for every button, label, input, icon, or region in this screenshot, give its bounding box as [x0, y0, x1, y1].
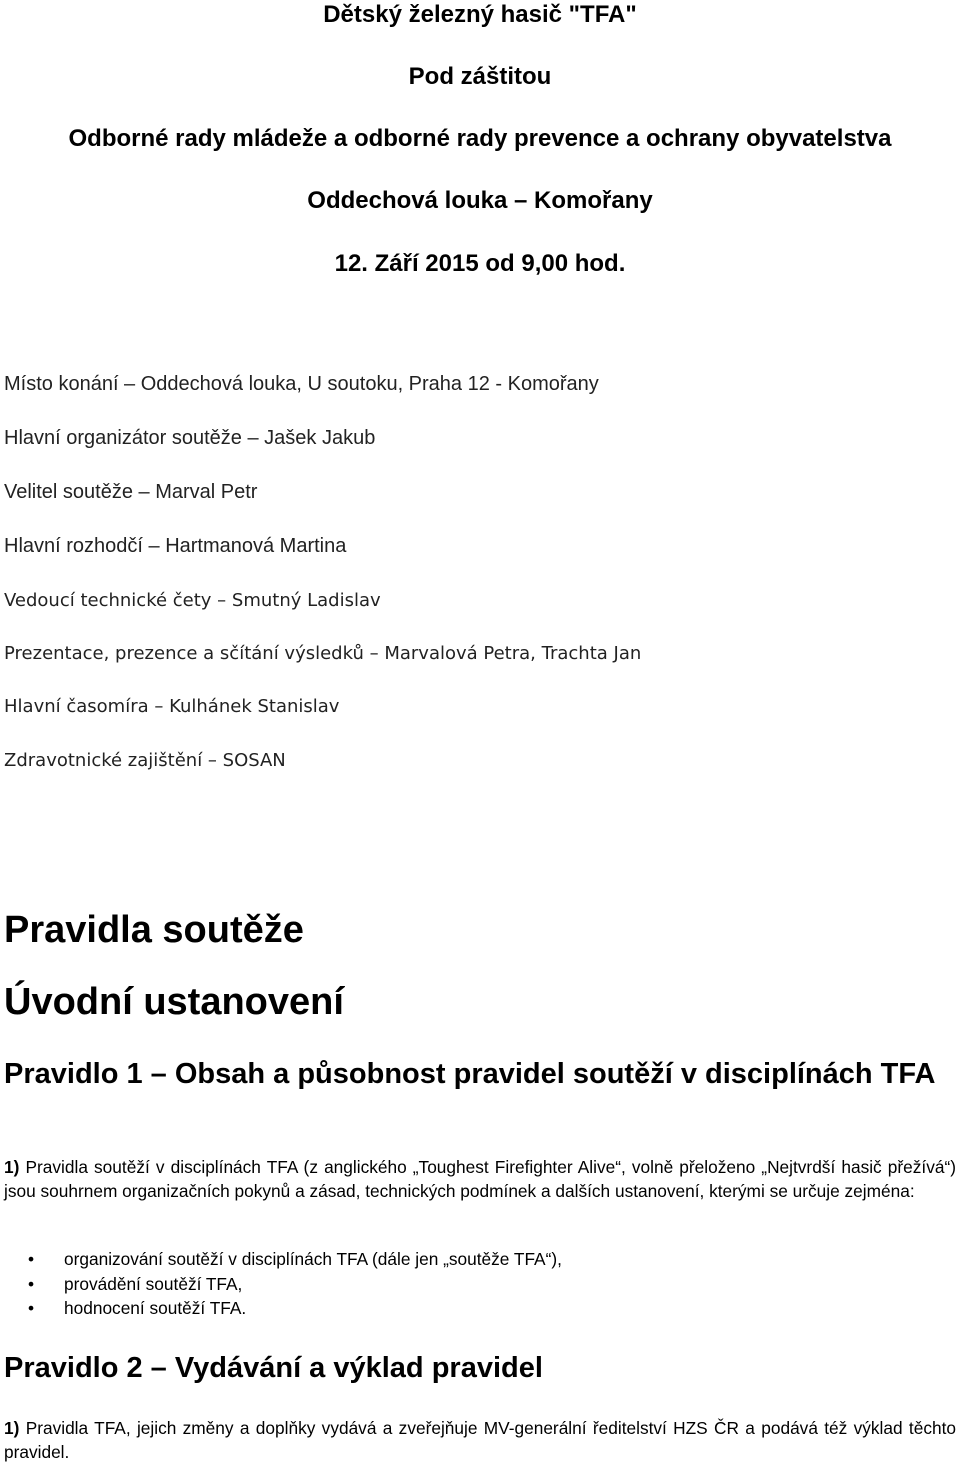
info-medical: Zdravotnické zajištění – SOSAN: [4, 750, 286, 771]
rule1-bullet-list: [4, 1247, 562, 1321]
rules-title: Pravidla soutěže: [4, 909, 304, 951]
rule2-heading: Pravidlo 2 – Vydávání a výklad pravidel: [4, 1352, 543, 1384]
rule1-number: 1): [4, 1157, 20, 1177]
rule1-text: Pravidla soutěží v disciplínách TFA (z anglického „Toughest Firefighter Alive“, volně přeloženo „Nejtvrdší hasič přežívá“) jsou souhrnem organizačních pokynů a zásad, technických podmínek a dalších ustanovení, kterými se určuje zejména:: [4, 1157, 956, 1201]
date-line: 12. Září 2015 od 9,00 hod.: [334, 250, 626, 277]
document-title: Dětský železný hasič "TFA": [323, 1, 637, 28]
bullet-icon: •: [28, 1273, 35, 1294]
rule1-bullet-text: organizování soutěží v disciplínách TFA (dále jen „soutěže TFA“),: [64, 1249, 562, 1269]
bullet-icon: •: [28, 1249, 35, 1269]
rule1-heading: Pravidlo 1 – Obsah a působnost pravidel soutěží v disciplínách TFA: [4, 1058, 936, 1090]
list-item: [4, 1272, 562, 1297]
intro-heading: Úvodní ustanovení: [4, 981, 344, 1023]
bullet-icon: •: [28, 1298, 35, 1318]
info-technical-lead: Vedoucí technické čety – Smutný Ladislav: [4, 590, 381, 611]
list-item: [4, 1296, 562, 1321]
rule1-bullet-text: hodnocení soutěží TFA.: [64, 1298, 247, 1318]
info-venue: Místo konání – Oddechová louka, U soutoku, Praha 12 - Komořany: [4, 373, 599, 395]
rule1-paragraph: [4, 1155, 956, 1203]
rule1-bullet-text: provádění soutěží TFA,: [64, 1273, 243, 1294]
list-item: [4, 1247, 562, 1272]
info-chief-referee: Hlavní rozhodčí – Hartmanová Martina: [4, 535, 347, 557]
rule2-number: 1): [4, 1418, 20, 1438]
boards-line: Odborné rady mládeže a odborné rady prevence a ochrany obyvatelstva: [68, 125, 892, 152]
location-line: Oddechová louka – Komořany: [307, 187, 653, 214]
info-organizer: Hlavní organizátor soutěže – Jašek Jakub: [4, 427, 376, 449]
rule2-paragraph: [4, 1416, 956, 1464]
patronage-line: Pod záštitou: [408, 63, 552, 90]
info-commander: Velitel soutěže – Marval Petr: [4, 481, 258, 503]
info-registration: Prezentace, prezence a sčítání výsledků – Marvalová Petra, Trachta Jan: [4, 643, 642, 664]
info-timekeeping: Hlavní časomíra – Kulhánek Stanislav: [4, 696, 340, 717]
rule2-text: Pravidla TFA, jejich změny a doplňky vydává a zveřejňuje MV-generální ředitelství HZS ČR a podává též výklad těchto pravidel.: [4, 1418, 956, 1462]
